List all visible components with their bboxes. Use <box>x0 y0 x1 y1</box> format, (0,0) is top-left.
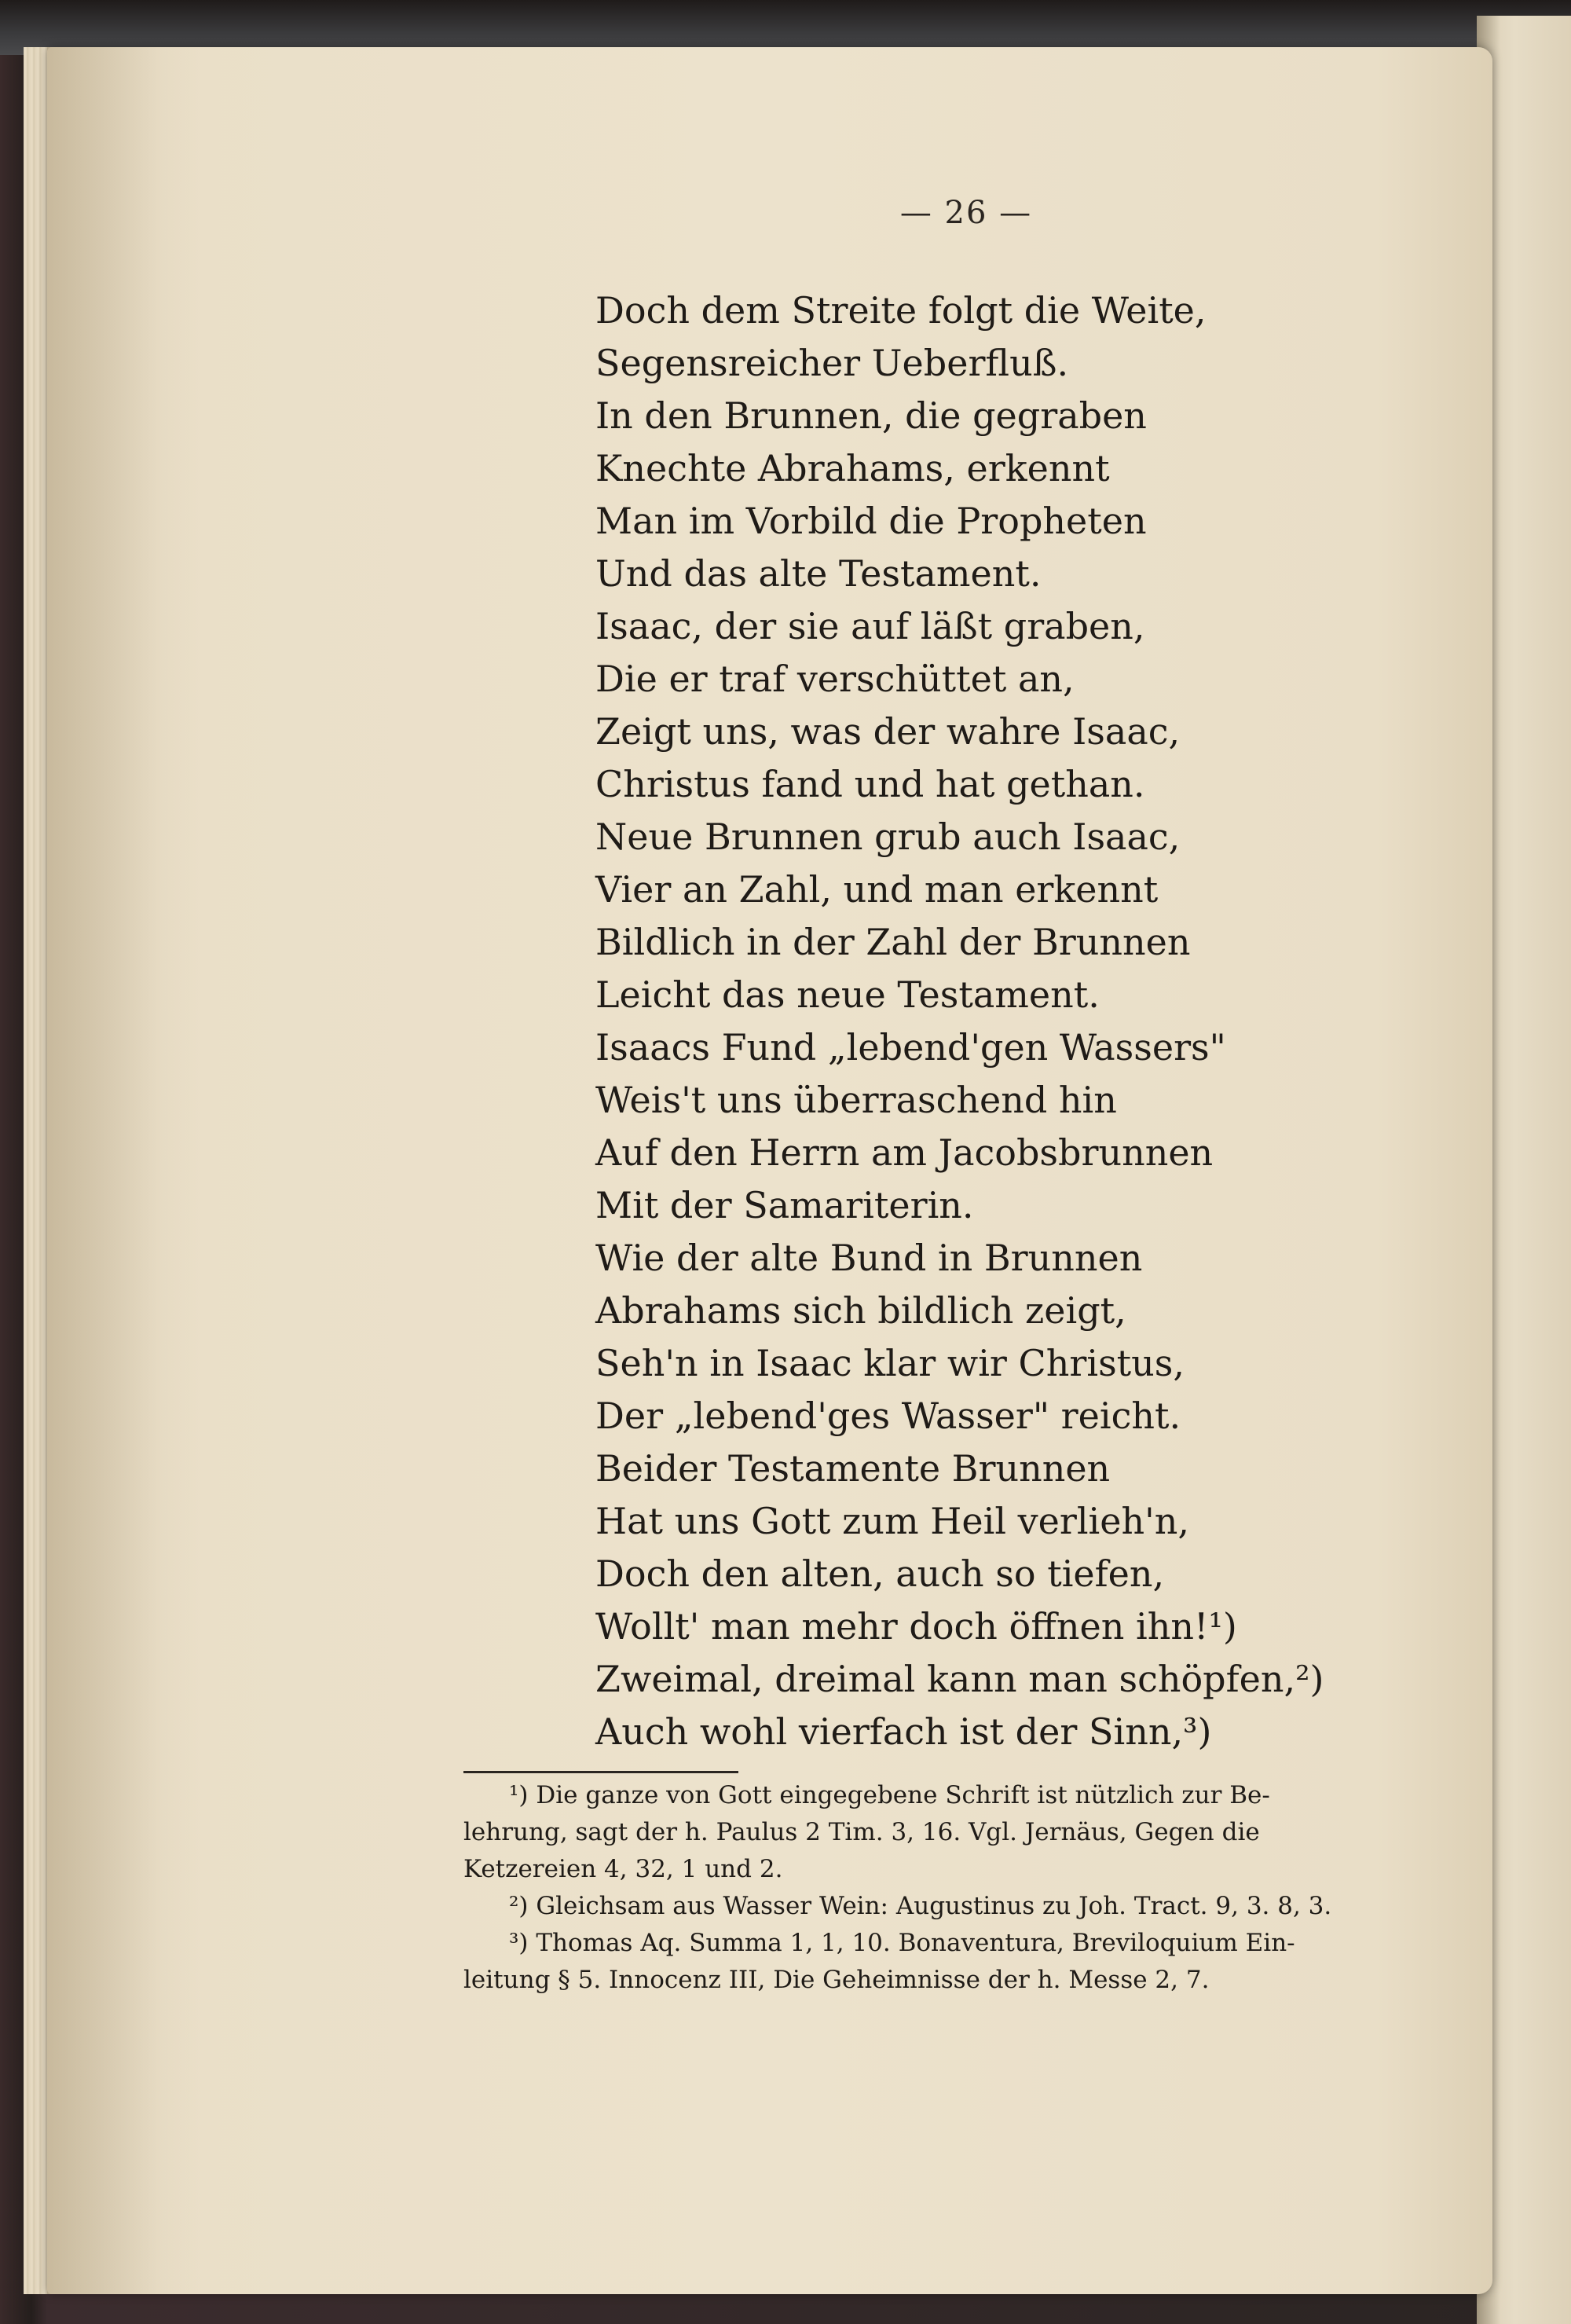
poem-line: Doch den alten, auch so tiefen, <box>595 1552 1165 1595</box>
poem-line: Neue Brunnen grub auch Isaac, <box>595 816 1181 858</box>
poem-line: Wollt' man mehr doch öffnen ihn!¹) <box>595 1605 1237 1648</box>
poem-line: Bildlich in der Zahl der Brunnen <box>595 921 1191 963</box>
poem-line: In den Brunnen, die gegraben <box>595 394 1147 437</box>
poem-line: Der „lebend'ges Wasser" reicht. <box>595 1395 1181 1437</box>
poem-line: Auch wohl vierfach ist der Sinn,³) <box>595 1710 1212 1753</box>
footnote-divider <box>463 1771 738 1773</box>
poem-line: Weis't uns überraschend hin <box>595 1079 1117 1121</box>
poem-line: Christus fand und hat gethan. <box>595 763 1145 805</box>
poem-line: Vier an Zahl, und man erkennt <box>595 868 1159 911</box>
poem-line: Abrahams sich bildlich zeigt, <box>595 1289 1126 1332</box>
poem-line: Doch dem Streite folgt die Weite, <box>595 289 1207 332</box>
footnote-3-line-1: ³) Thomas Aq. Summa 1, 1, 10. Bonaventura, Breviloquium Ein- <box>509 1929 1295 1957</box>
poem-line: Wie der alte Bund in Brunnen <box>595 1237 1143 1279</box>
poem-line: Knechte Abrahams, erkennt <box>595 447 1110 489</box>
footnotes <box>463 1777 1445 1999</box>
poem-line: Hat uns Gott zum Heil verlieh'n, <box>595 1500 1190 1542</box>
poem-line: Mit der Samariterin. <box>595 1184 974 1226</box>
poem-line: Zweimal, dreimal kann man schöpfen,²) <box>595 1658 1324 1700</box>
footnote-1-line-3: Ketzereien 4, 32, 1 und 2. <box>463 1855 783 1883</box>
poem-line: Man im Vorbild die Propheten <box>595 500 1147 542</box>
poem-line: Isaacs Fund „lebend'gen Wassers" <box>595 1026 1226 1069</box>
poem-line: Leicht das neue Testament. <box>595 973 1100 1016</box>
footnote-2: ²) Gleichsam aus Wasser Wein: Augustinus zu Joh. Tract. 9, 3. 8, 3. <box>509 1892 1332 1920</box>
poem-line: Isaac, der sie auf läßt graben, <box>595 605 1145 647</box>
footnote-3-line-2: leitung § 5. Innocenz III, Die Geheimnisse der h. Messe 2, 7. <box>463 1966 1210 1994</box>
poem-line: Auf den Herrn am Jacobsbrunnen <box>595 1131 1214 1174</box>
poem-line: Und das alte Testament. <box>595 552 1042 595</box>
poem-line: Zeigt uns, was der wahre Isaac, <box>595 710 1181 753</box>
poem-line: Beider Testamente Brunnen <box>595 1447 1111 1490</box>
poem-line: Segensreicher Ueberfluß. <box>595 342 1069 384</box>
poem-text <box>595 284 1381 1758</box>
poem-line: Seh'n in Isaac klar wir Christus, <box>595 1342 1185 1384</box>
footnote-1-line-1: ¹) Die ganze von Gott eingegebene Schrift ist nützlich zur Be- <box>509 1781 1270 1809</box>
page-number: — 26 — <box>899 195 1033 231</box>
footnote-1-line-2: lehrung, sagt der h. Paulus 2 Tim. 3, 16. Vgl. Jernäus, Gegen die <box>463 1818 1260 1846</box>
poem-line: Die er traf verschüttet an, <box>595 658 1075 700</box>
